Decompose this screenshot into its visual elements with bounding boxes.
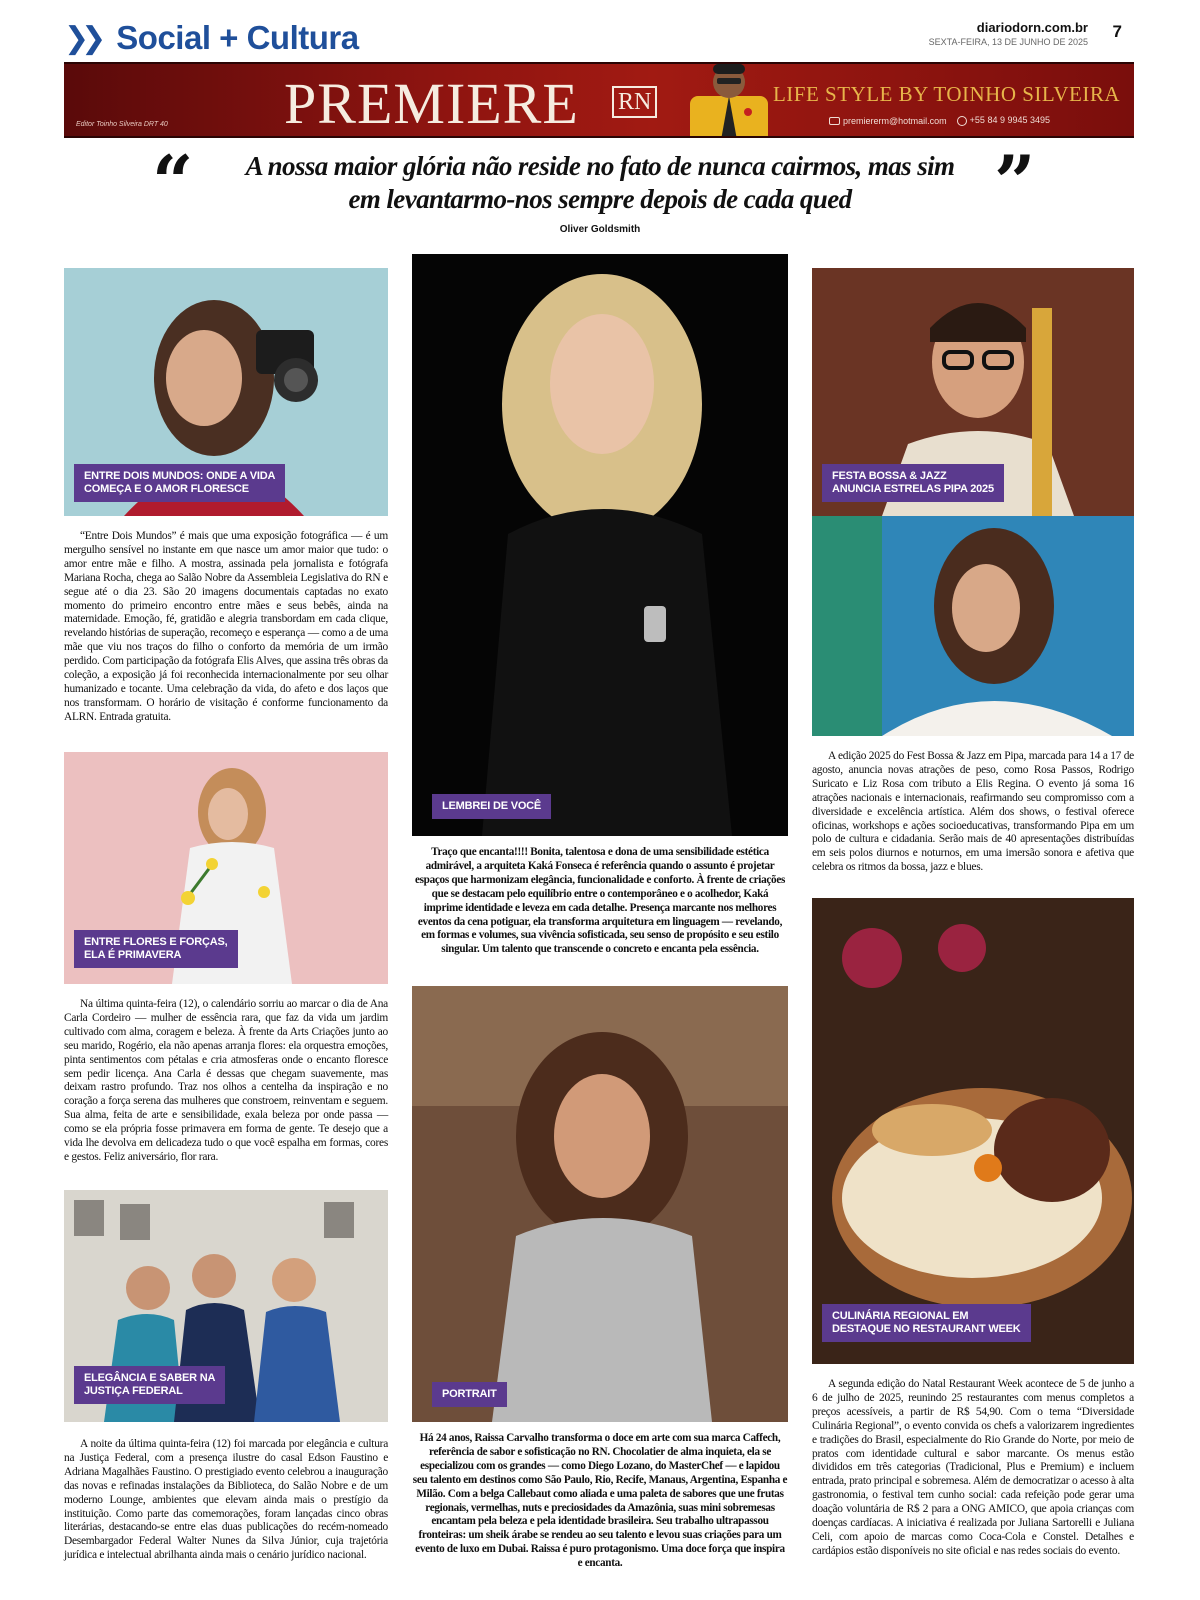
chevron-right-icon: ❯❯ — [64, 20, 99, 56]
email-text: premiererm@hotmail.com — [843, 115, 947, 126]
quote-close-mark: ” — [994, 139, 1036, 224]
article-body: A edição 2025 do Fest Bossa & Jazz em Pipa, marcada para 14 a 17 de agosto, anuncia novas atrações de peso, como Rosa Passos, Rodrigo Suricato e Liz Rosa com tributo a Elis Regina. O evento já soma 16 atrações nacionais e internacionais, reafirmando seu compromisso com a diversidade e excelência artística. Além dos shows, o festival oferece oficinas, workshops e ações socioeducativas, transformando Pipa em um polo de cultura e cidadania. Serão mais de 40 apresentações distribuídas em seis polos diurnos e noturnos, em uma imersão sonora e afetiva que celebra os ritmos da bossa, jazz e blues. — [812, 750, 1134, 874]
article-body: A noite da última quinta-feira (12) foi marcada por elegância e cultura na Justiça Federal, com a presença ilustre do casal Edson Faustino e Adriana Magalhães Faustino. O prestigiado evento celebrou a inauguração das novas e refinadas instalações da Biblioteca, do Salão Nobre e de um moderno Lounge, ambientes que elevam ainda mais o prestígio da instituição. Como parte das comemorações, foram lançadas cinco obras literárias, destacando-se entre elas duas publicações do recém-nomeado Desembargador Federal Walter Nunes da Silva Júnior, cuja trajetória jurídica e intelectual abrilhanta ainda mais o cenário jurídico nacional. — [64, 1438, 388, 1562]
quote-author: Oliver Goldsmith — [559, 224, 641, 235]
tag-line: DESTAQUE NO RESTAURANT WEEK — [832, 1323, 1021, 1335]
banner-tagline: LIFE STYLE BY TOINHO SILVEIRA — [772, 82, 1120, 106]
banner-editor: Editor Toinho Silveira DRT 40 — [76, 121, 168, 128]
article-portrait: Há 24 anos, Raissa Carvalho transforma o doce em arte com sua marca Caffech, referência de sabor e sofisticação no RN. Chocolatier de alma inquieta, ela se especializou com os grandes — como Diego Lozano, do MasterChef — e lapidou seu talento em destinos como São Paulo, Rio, Recife, Manaus, Argentina, Espanha e Milão. Com a belga Callebaut como aliada e uma paleta de sabores que une frutas regionais, vermelhas, nuts e preciosidades da Amazônia, suas mini sobremesas encantam pela beleza e pela identidade brasileira. Seu trabalho ultrapassou fronteiras: um sheik árabe se rendeu ao seu talento e levou suas criações para um evento de luxo em Dubai. Raissa é puro protagonismo. Uma doce força que inspira e encanta. — [412, 1432, 788, 1570]
photo-entre-dois-mundos — [64, 268, 388, 516]
page-number: 7 — [1112, 22, 1122, 41]
tag-line: JUSTIÇA FEDERAL — [84, 1385, 183, 1397]
tag-entre-flores — [74, 930, 238, 968]
tag-lembrei-de-voce: LEMBREI DE VOCÊ — [432, 794, 551, 819]
whatsapp-icon — [957, 116, 967, 126]
section-header — [64, 18, 359, 58]
tag-entre-dois-mundos — [74, 464, 285, 502]
article-entre-dois-mundos — [64, 530, 388, 725]
article-elegancia — [64, 1438, 388, 1563]
photo-entre-flores — [64, 752, 388, 984]
banner-badge: RN — [612, 86, 657, 118]
tag-line: CULINÁRIA REGIONAL EM — [832, 1310, 969, 1322]
tag-line: ENTRE DOIS MUNDOS: ONDE A VIDA — [84, 470, 276, 482]
banner-contacts — [829, 115, 1050, 126]
tag-culinaria — [822, 1304, 1031, 1342]
banner-title: PREMIERE — [284, 71, 579, 136]
phone-text: +55 84 9 9945 3495 — [969, 115, 1050, 126]
article-body: A segunda edição do Natal Restaurant Week acontece de 5 de junho a 6 de julho de 2025, reunindo 25 restaurantes com menus completos a preços acessíveis, a partir de R$ 54,90. Com o tema “Diversidade Culinária Regional”, o evento convida os chefs a valorizarem ingredientes e tradições do Brasil, especialmente do Rio Grande do Norte, por meio de pratos com identidade cultural e sabor marcante. Os menus estão divididos em três categorias (Tradicional, Plus e Premium) e incluem entrada, prato principal e sobremesa. Além de democratizar o acesso à alta gastronomia, o festival tem cunho social: cada refeição pode gerar uma doação voluntária de R$ 2 para a ONG AMICO, que apoia crianças com doenças cardíacas. A iniciativa é realizada por Juliana Sartorelli e Juliana Celi, com apoio de marcas como Coca-Cola e Constel. Detalhes e cardápios estão disponíveis no site oficial e nas redes sociais do evento. — [812, 1378, 1134, 1557]
photo-culinaria — [812, 898, 1134, 1364]
section-title: Social + Cultura — [116, 19, 359, 56]
quote-open-mark: “ — [152, 139, 194, 224]
photo-lembrei-de-voce — [412, 254, 788, 836]
email-contact[interactable] — [829, 116, 947, 126]
mail-icon — [829, 117, 840, 125]
tag-elegancia — [74, 1366, 225, 1404]
tag-portrait: PORTRAIT — [432, 1382, 507, 1407]
quote-text: A nossa maior glória não reside no fato de nunca cairmos, mas sim em levantarmo-nos sempre depois de cada qued — [245, 151, 955, 214]
photo-elegancia — [64, 1190, 388, 1422]
tag-line: ENTRE FLORES E FORÇAS, — [84, 936, 228, 948]
premiere-banner — [64, 62, 1134, 138]
photo-portrait — [412, 986, 788, 1422]
tag-line: ELEGÂNCIA E SABER NA — [84, 1372, 216, 1384]
tag-line: COMEÇA E O AMOR FLORESCE — [84, 483, 249, 495]
article-festa-bossa — [812, 750, 1134, 875]
article-culinaria — [812, 1378, 1134, 1559]
article-body: Na última quinta-feira (12), o calendário sorriu ao marcar o dia de Ana Carla Cordeiro — mulher de essência rara, que faz da vida um jardim cultivado com alma, coragem e beleza. À frente da Arts Criações junto ao seu marido, Rogério, ela não apenas arranja flores: ela orquestra emoções, pinta sentimentos com pétalas e cria atmosferas onde o encanto floresce sem pedir licença. Ana Carla é dessas que chegam suavemente, mas deixam rastro profundo. Traz nos olhos a centelha da inspiração e no coração a força serena das mulheres que constroem, reinventam e seguem. Sua alma, feita de arte e sensibilidade, exala beleza por onde passa — como se ela própria fosse primavera em forma de gente. Te desejo que a vida lhe devolva em delicadeza tudo o que você espalha em formas, cores e gestos. Feliz aniversário, flor rara. — [64, 998, 388, 1163]
tag-line: FESTA BOSSA & JAZZ — [832, 470, 947, 482]
article-entre-flores — [64, 998, 388, 1165]
photo-festa-bossa-2 — [812, 516, 1134, 736]
photo-festa-bossa-1 — [812, 268, 1134, 516]
columnist-photo — [676, 62, 782, 138]
tag-festa-bossa — [822, 464, 1004, 502]
tag-line: ELA É PRIMAVERA — [84, 949, 182, 961]
phone-contact[interactable] — [957, 115, 1050, 126]
article-lembrei-de-voce: Traço que encanta!!!! Bonita, talentosa e dona de uma sensibilidade estética admirável, a arquiteta Kaká Fonseca é referência quando o assunto é projetar espaços que harmonizam elegância, funcionalidade e conforto. À frente de criações que se destacam pelo equilíbrio entre o contemporâneo e o acolhedor, Kaká imprime identidade e leveza em cada detalhe. Presença marcante nos melhores eventos da cena potiguar, ela transforma arquitetura em linguagem — revelando, em formas e volumes, sua vivência sofisticada, seu senso de propósito e seu estilo singular. Um talento que transcende o concreto e encanta pela essência. — [414, 846, 786, 956]
issue-date: SEXTA-FEIRA, 13 DE JUNHO DE 2025 — [928, 37, 1088, 47]
tag-line: ANUNCIA ESTRELAS PIPA 2025 — [832, 483, 994, 495]
article-body: “Entre Dois Mundos” é mais que uma exposição fotográfica — é um mergulho sensível no instante em que nasce um amor maior que tudo: o amor entre mãe e filho. A mostra, assinada pela jornalista e fotógrafa Mariana Rocha, chega ao Salão Nobre da Assembleia Legislativa do RN e segue até o dia 23. São 20 imagens documentais captadas no exato momento do primeiro encontro entre mães e seus bebês, ainda na maternidade. Emoção, fé, gratidão e alegria transbordam em cada clique, revelando histórias de superação, recomeço e esperança — como a de uma mãe que viu nos traços do filho o conforto da memória de um irmão perdido. Com participação da fotógrafa Elis Alves, que assina três obras da coleção, a exposição já foi reconhecida internacionalmente por seu olhar humanizado e tocante. Uma celebração da vida, do afeto e dos laços que nos transformam. O horário de visitação é conforme funcionamento da ALRN. Entrada gratuita. — [64, 530, 388, 723]
site-info — [929, 20, 1088, 47]
site-url[interactable]: diariodorn.com.br — [976, 20, 1088, 35]
